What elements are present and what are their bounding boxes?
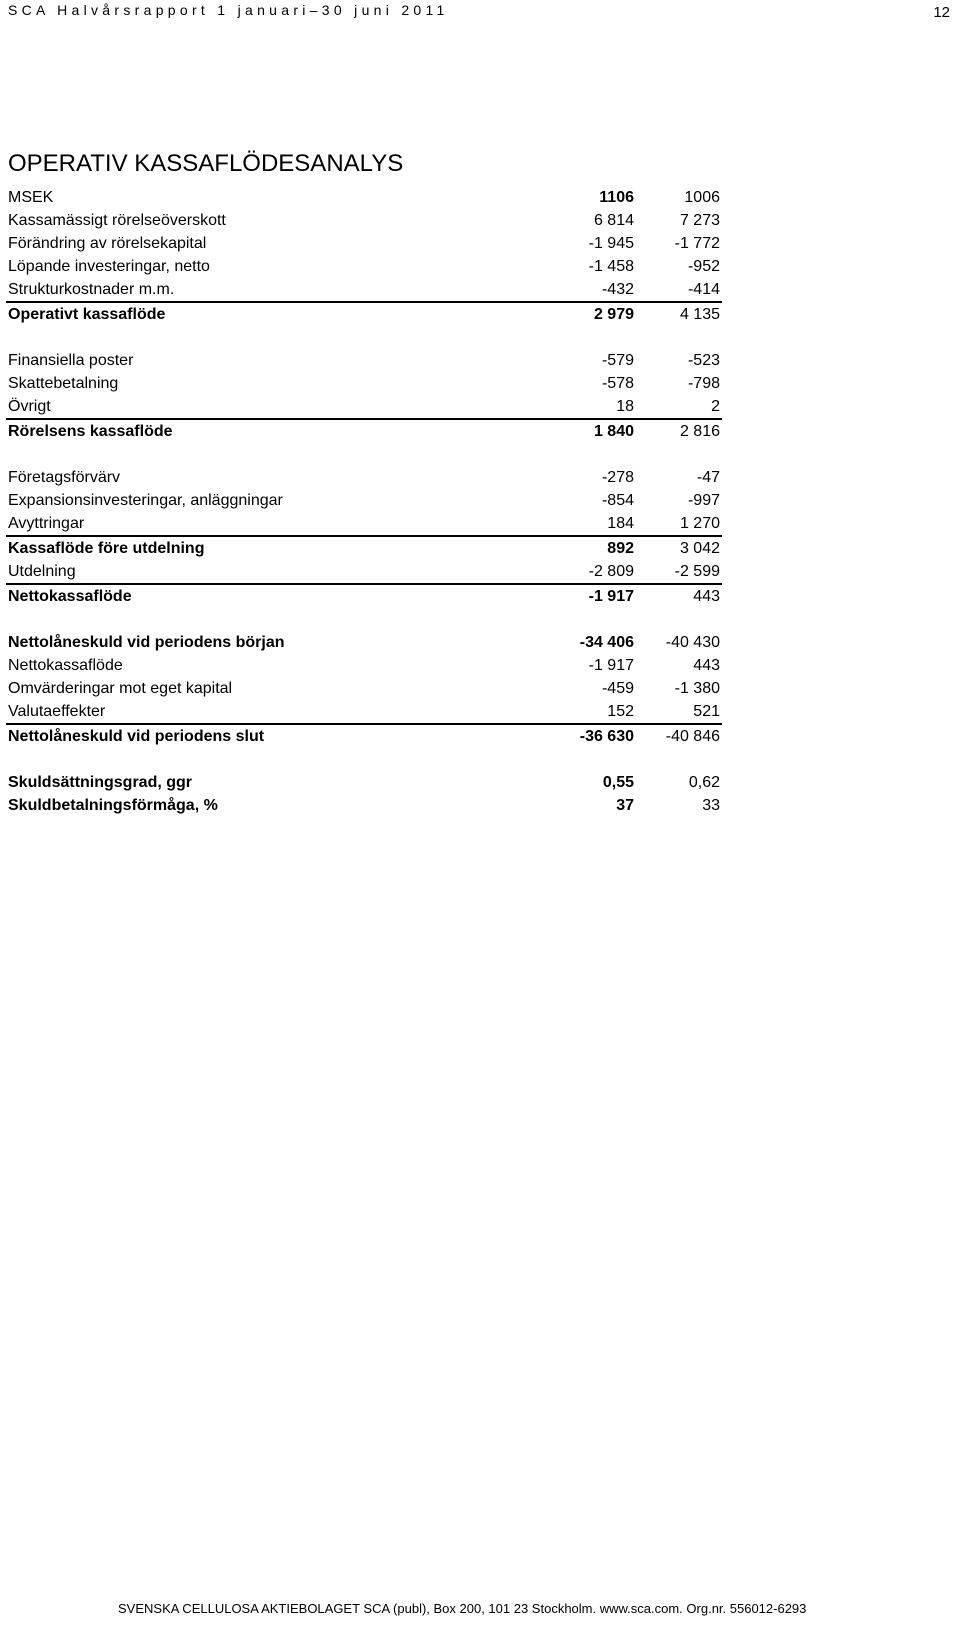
table-total-row (6, 536, 722, 560)
row-value-period-2: -47 (696, 468, 720, 486)
row-label: Omvärderingar mot eget kapital (8, 679, 233, 697)
table-row (6, 654, 722, 677)
table-row (6, 372, 722, 395)
row-label: Expansionsinvesteringar, anläggningar (8, 491, 283, 509)
row-label: Nettokassaflöde (8, 656, 123, 674)
row-value-period-1: -579 (601, 351, 634, 369)
row-value-period-1: 18 (616, 397, 634, 415)
column-header-label: MSEK (8, 188, 54, 206)
table-total-row (6, 302, 722, 326)
row-label: Nettokassaflöde (6, 584, 542, 608)
page-footer: SVENSKA CELLULOSA AKTIEBOLAGET SCA (publ), Box 200, 101 23 Stockholm. www.sca.com. Org.nr. 556012-6293 (118, 1601, 807, 1616)
page-number: 12 (933, 4, 950, 21)
table-header-row (6, 186, 722, 209)
section-spacer (6, 443, 722, 466)
table-total-row (6, 419, 722, 443)
table-total-row (6, 631, 722, 654)
row-value-period-2: -40 846 (636, 724, 722, 748)
table-row (6, 560, 722, 584)
table-total-row (6, 584, 722, 608)
row-value-period-2: -997 (687, 491, 720, 509)
row-label: Avyttringar (8, 514, 85, 532)
row-value-period-1: 892 (542, 536, 636, 560)
column-header-period-1: 1106 (599, 188, 634, 206)
row-value-period-1: -2 809 (588, 562, 634, 580)
row-value-period-1: 37 (616, 796, 634, 814)
table-row (6, 209, 722, 232)
row-value-period-1: -854 (601, 491, 634, 509)
row-value-period-2: 2 (711, 397, 720, 415)
table-row (6, 512, 722, 536)
row-label: Löpande investeringar, netto (8, 257, 210, 275)
row-label: Strukturkostnader m.m. (8, 280, 175, 298)
row-value-period-1: -34 406 (579, 633, 634, 651)
table-row (6, 700, 722, 724)
row-value-period-1: -1 917 (542, 584, 636, 608)
section-spacer (6, 326, 722, 349)
row-label: Finansiella poster (8, 351, 134, 369)
row-value-period-2: -40 430 (665, 633, 720, 651)
row-value-period-2: 443 (636, 584, 722, 608)
row-value-period-2: 2 816 (636, 419, 722, 443)
row-value-period-1: -578 (601, 374, 634, 392)
table-row (6, 677, 722, 700)
row-value-period-1: -1 458 (588, 257, 634, 275)
row-label: Skuldsättningsgrad, ggr (8, 773, 193, 791)
table-row (6, 395, 722, 419)
row-value-period-1: -36 630 (542, 724, 636, 748)
row-value-period-2: 33 (702, 796, 720, 814)
row-value-period-2: 4 135 (636, 302, 722, 326)
row-value-period-1: 152 (607, 702, 634, 720)
table-total-row (6, 724, 722, 748)
table-row (6, 278, 722, 302)
cashflow-table (6, 186, 722, 817)
row-value-period-2: 0,62 (688, 773, 720, 791)
cashflow-table-body (6, 186, 722, 817)
section-spacer (6, 748, 722, 771)
table-total-row (6, 794, 722, 817)
row-label: Skuldbetalningsförmåga, % (8, 796, 218, 814)
row-value-period-1: -1 917 (588, 656, 634, 674)
row-value-period-2: 1 270 (679, 514, 720, 532)
row-value-period-2: -798 (687, 374, 720, 392)
row-value-period-2: -1 380 (674, 679, 720, 697)
row-label: Nettolåneskuld vid periodens början (8, 633, 285, 651)
column-header-period-2: 1006 (684, 188, 720, 206)
row-value-period-1: -1 945 (588, 234, 634, 252)
row-value-period-2: -1 772 (674, 234, 720, 252)
section-title: OPERATIV KASSAFLÖDESANALYS (8, 150, 404, 177)
row-value-period-2: 521 (693, 702, 720, 720)
row-label: Kassaflöde före utdelning (6, 536, 542, 560)
row-label: Rörelsens kassaflöde (6, 419, 542, 443)
row-label: Utdelning (8, 562, 76, 580)
table-total-row (6, 771, 722, 794)
table-row (6, 489, 722, 512)
row-value-period-2: -952 (687, 257, 720, 275)
row-value-period-2: 7 273 (679, 211, 720, 229)
row-label: Förändring av rörelsekapital (8, 234, 207, 252)
page-header (8, 2, 958, 22)
row-value-period-2: -523 (687, 351, 720, 369)
row-value-period-2: 443 (693, 656, 720, 674)
row-label: Företagsförvärv (8, 468, 121, 486)
section-spacer (6, 608, 722, 631)
row-value-period-1: -432 (601, 280, 634, 298)
row-value-period-1: 6 814 (593, 211, 634, 229)
row-value-period-1: 0,55 (602, 773, 634, 791)
row-label: Övrigt (8, 397, 51, 415)
row-label: Valutaeffekter (8, 702, 106, 720)
row-value-period-1: 2 979 (542, 302, 636, 326)
row-label: Skattebetalning (8, 374, 119, 392)
row-value-period-2: -414 (687, 280, 720, 298)
row-value-period-2: 3 042 (636, 536, 722, 560)
row-value-period-1: -278 (601, 468, 634, 486)
row-label: Nettolåneskuld vid periodens slut (6, 724, 542, 748)
report-header-title: SCA Halvårsrapport 1 januari–30 juni 2011 (8, 2, 449, 18)
row-value-period-1: 1 840 (542, 419, 636, 443)
row-label: Kassamässigt rörelseöverskott (8, 211, 226, 229)
table-row (6, 466, 722, 489)
row-value-period-1: 184 (607, 514, 634, 532)
table-row (6, 349, 722, 372)
row-value-period-1: -459 (601, 679, 634, 697)
row-value-period-2: -2 599 (674, 562, 720, 580)
row-label: Operativt kassaflöde (6, 302, 542, 326)
table-row (6, 232, 722, 255)
table-row (6, 255, 722, 278)
